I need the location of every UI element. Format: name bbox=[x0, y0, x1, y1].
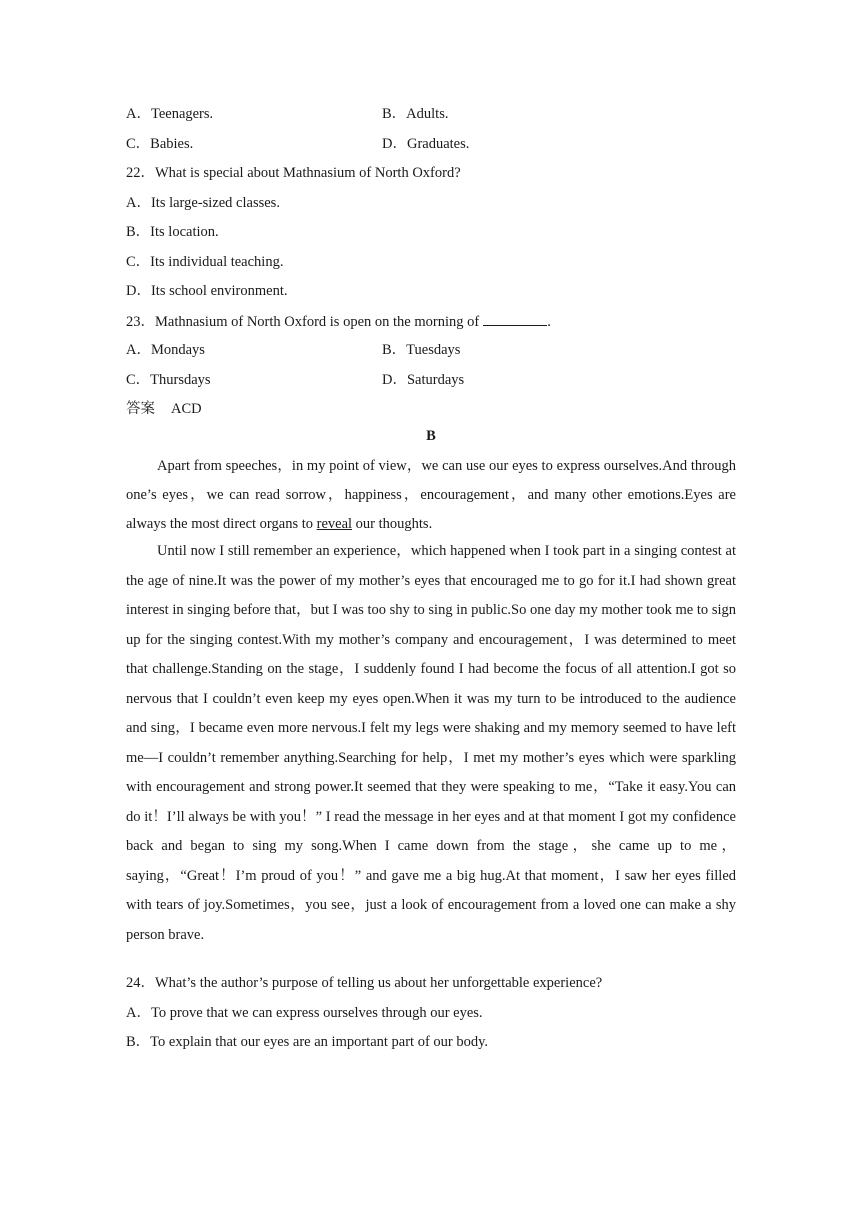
q21-option-c: C．Babies. bbox=[126, 135, 194, 152]
exam-page bbox=[126, 104, 736, 1062]
q21-options-row-1 bbox=[126, 104, 736, 134]
q22-option-a: A．Its large-sized classes. bbox=[126, 194, 280, 211]
passage-paragraph-2: Until now I still remember an experience，which happened when I took part in a singing contest at the age of nine.It was the power of my mother’s eyes that encouraged me to go for it.I had shown great interest in singing before that，but I was too shy to sing in public.So one day my mother took me to sign up for the singing contest.With my mother’s company and encouragement，I was determined to meet that challenge.Standing on the stage，I suddenly found I had become the focus of all attention.I got so nervous that I couldn’t even keep my eyes open.When it was my turn to be introduced to the audience and sing，I became even more nervous.I felt my legs were shaking and my memory seemed to have left me—I couldn’t remember anything.Searching for help，I met my mother’s eyes which were sparkling with encouragement and strong power.It seemed that they were speaking to me，“Take it easy.You can do it！I’ll always be with you！” I read the message in her eyes and at that moment I got my confidence back and began to sing my song.When I came down from the stage，she came up to me，saying，“Great！I’m proud of you！” and gave me a big hug.At that moment，I saw her eyes filled with tears of joy.Sometimes，you see，just a look of encouragement from a loved one can make a shy person brave. bbox=[126, 543, 736, 943]
q23-option-d: D．Saturdays bbox=[382, 371, 465, 388]
q21-option-b: B．Adults. bbox=[382, 106, 449, 122]
q22-option-c: C．Its individual teaching. bbox=[126, 253, 284, 270]
section-title: B bbox=[426, 428, 436, 444]
q23-option-a: A．Mondays bbox=[126, 342, 205, 358]
passage-paragraph-1 bbox=[126, 452, 736, 539]
q23-question-end: . bbox=[547, 313, 551, 330]
spacer bbox=[126, 950, 736, 973]
answer-label: 答案 bbox=[126, 401, 155, 417]
q23-blank bbox=[483, 311, 547, 326]
q21-option-d: D．Graduates. bbox=[382, 135, 470, 152]
q22-question: 22．What is special about Mathnasium of North Oxford? bbox=[126, 165, 461, 181]
q23-option-b: B．Tuesdays bbox=[382, 342, 461, 358]
q24-option-b: B．To explain that our eyes are an important part of our body. bbox=[126, 1034, 489, 1050]
q24-option-a: A．To prove that we can express ourselves through our eyes. bbox=[126, 1004, 483, 1021]
passage-p1-text: Apart from speeches，in my point of view，we can use our eyes to express ourselves.And through one’s eyes，we can read sorrow，happiness，encouragement，and many other emotions.Eyes are always the most direct organs to bbox=[126, 458, 736, 532]
q24-question: 24．What’s the author’s purpose of telling us about her unforgettable experience? bbox=[126, 975, 603, 991]
q22-option-d: D．Its school environment. bbox=[126, 283, 288, 299]
q23-question-line bbox=[126, 311, 736, 341]
q21-options-row-2 bbox=[126, 134, 736, 164]
passage-underlined-word: reveal bbox=[316, 516, 353, 532]
passage-p1-end: our thoughts. bbox=[352, 516, 433, 532]
q22-option-b: B．Its location. bbox=[126, 224, 219, 240]
q23-option-c: C．Thursdays bbox=[126, 371, 211, 388]
q23-options-row-2 bbox=[126, 370, 736, 400]
answer-line bbox=[126, 399, 736, 426]
q21-option-a: A．Teenagers. bbox=[126, 106, 214, 122]
q23-question: 23．Mathnasium of North Oxford is open on the morning of bbox=[126, 313, 480, 330]
q23-options-row-1 bbox=[126, 340, 736, 370]
answer-value: ACD bbox=[171, 401, 202, 417]
